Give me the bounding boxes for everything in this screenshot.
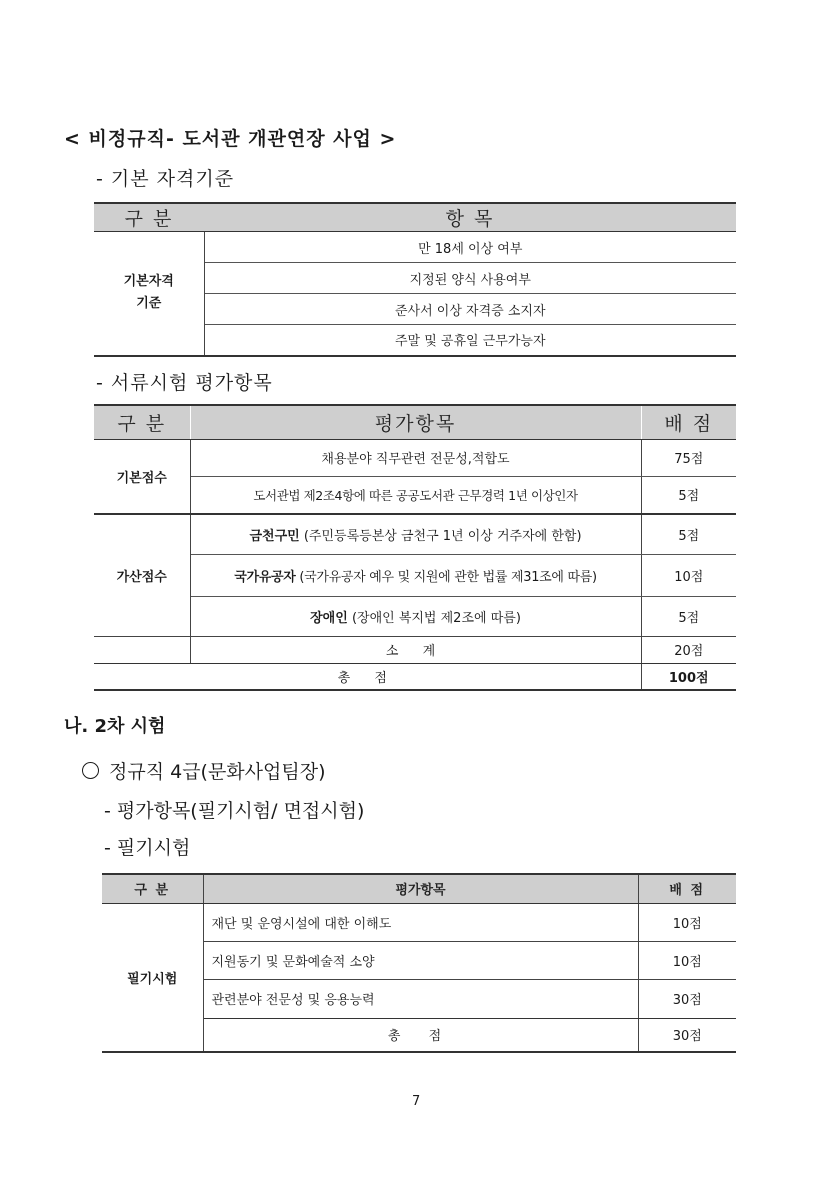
- subtotal-label: 소 계: [190, 636, 641, 663]
- total-score: 30점: [672, 1029, 702, 1045]
- eval-item: [190, 514, 641, 554]
- page-number: 7: [412, 1094, 421, 1109]
- eval-score: 10점: [638, 903, 736, 941]
- subtotal-score: 20점: [641, 636, 736, 663]
- eval-item-detail: (국가유공자 예우 및 지원에 관한 법률 제31조에 따름): [299, 569, 597, 585]
- eval-item-title: 장애인: [310, 610, 348, 626]
- header-eval-item: 평가항목: [190, 405, 641, 439]
- criteria-row: 지정된 양식 사용여부: [204, 263, 736, 294]
- eval-item-title: 국가유공자: [234, 569, 296, 585]
- subheading-written-exam: - 필기시험: [104, 837, 191, 859]
- subheading-eval-items: - 평가항목(필기시험/ 면접시험): [104, 800, 365, 822]
- eval-score: 75점: [641, 439, 736, 476]
- position-item: [82, 757, 326, 784]
- group-written-exam: 필기시험: [102, 903, 203, 1052]
- subtotal-spacer: [94, 636, 190, 663]
- header-category: 구 분: [94, 203, 204, 232]
- group-line-1: 기본자격: [123, 274, 174, 290]
- eval-item: 관련분야 전문성 및 응용능력: [203, 979, 638, 1018]
- header-item: 항 목: [204, 203, 736, 232]
- eval-item-detail: (주민등록등본상 금천구 1년 이상 거주자에 한함): [303, 528, 582, 544]
- circle-bullet-icon: [82, 762, 99, 779]
- header-category: 구 분: [102, 874, 203, 903]
- subheading-basic-criteria: - 기본 자격기준: [96, 168, 235, 190]
- section-title: < 비정규직- 도서관 개관연장 사업 >: [64, 128, 397, 150]
- written-exam-table: [102, 873, 736, 1053]
- eval-item: 도서관법 제2조4항에 따른 공공도서관 근무경력 1년 이상인자: [190, 476, 641, 514]
- group-extra-score: 가산점수: [94, 514, 190, 636]
- eval-score: 5점: [641, 476, 736, 514]
- eval-score: 5점: [641, 514, 736, 554]
- eval-item: [190, 554, 641, 596]
- eval-score: 10점: [638, 941, 736, 979]
- total-label: 총 점: [203, 1018, 638, 1052]
- eval-score: 30점: [638, 979, 736, 1018]
- eval-item: 채용분야 직무관련 전문성,적합도: [190, 439, 641, 476]
- eval-item: 지원동기 및 문화예술적 소양: [203, 941, 638, 979]
- document-eval-table: [94, 404, 736, 691]
- header-score: 배 점: [638, 874, 736, 903]
- eval-item-title: 금천구민: [249, 528, 300, 544]
- eval-item: [190, 596, 641, 636]
- group-basic-qualification: [94, 232, 204, 356]
- total-score: 100점: [668, 670, 709, 686]
- criteria-row: 주말 및 공휴일 근무가능자: [394, 334, 546, 350]
- total-label: 총 점: [94, 663, 641, 690]
- header-eval-item: 평가항목: [203, 874, 638, 903]
- eval-score: 5점: [641, 596, 736, 636]
- criteria-row: 준사서 이상 자격증 소지자: [204, 294, 736, 325]
- eval-item-detail: (장애인 복지법 제2조에 따름): [351, 610, 521, 626]
- group-basic-score: 기본점수: [94, 439, 190, 514]
- eval-score: 10점: [641, 554, 736, 596]
- criteria-row: 만 18세 이상 여부: [204, 232, 736, 263]
- header-score: 배 점: [641, 405, 736, 439]
- group-line-2: 기준: [136, 296, 162, 312]
- header-category: 구 분: [94, 405, 190, 439]
- position-label: 정규직 4급(문화사업팀장): [109, 761, 326, 783]
- subheading-document-eval: - 서류시험 평가항목: [96, 372, 273, 394]
- basic-criteria-table: [94, 202, 736, 357]
- eval-item: 재단 및 운영시설에 대한 이해도: [203, 903, 638, 941]
- section2-title: 나. 2차 시험: [64, 716, 166, 737]
